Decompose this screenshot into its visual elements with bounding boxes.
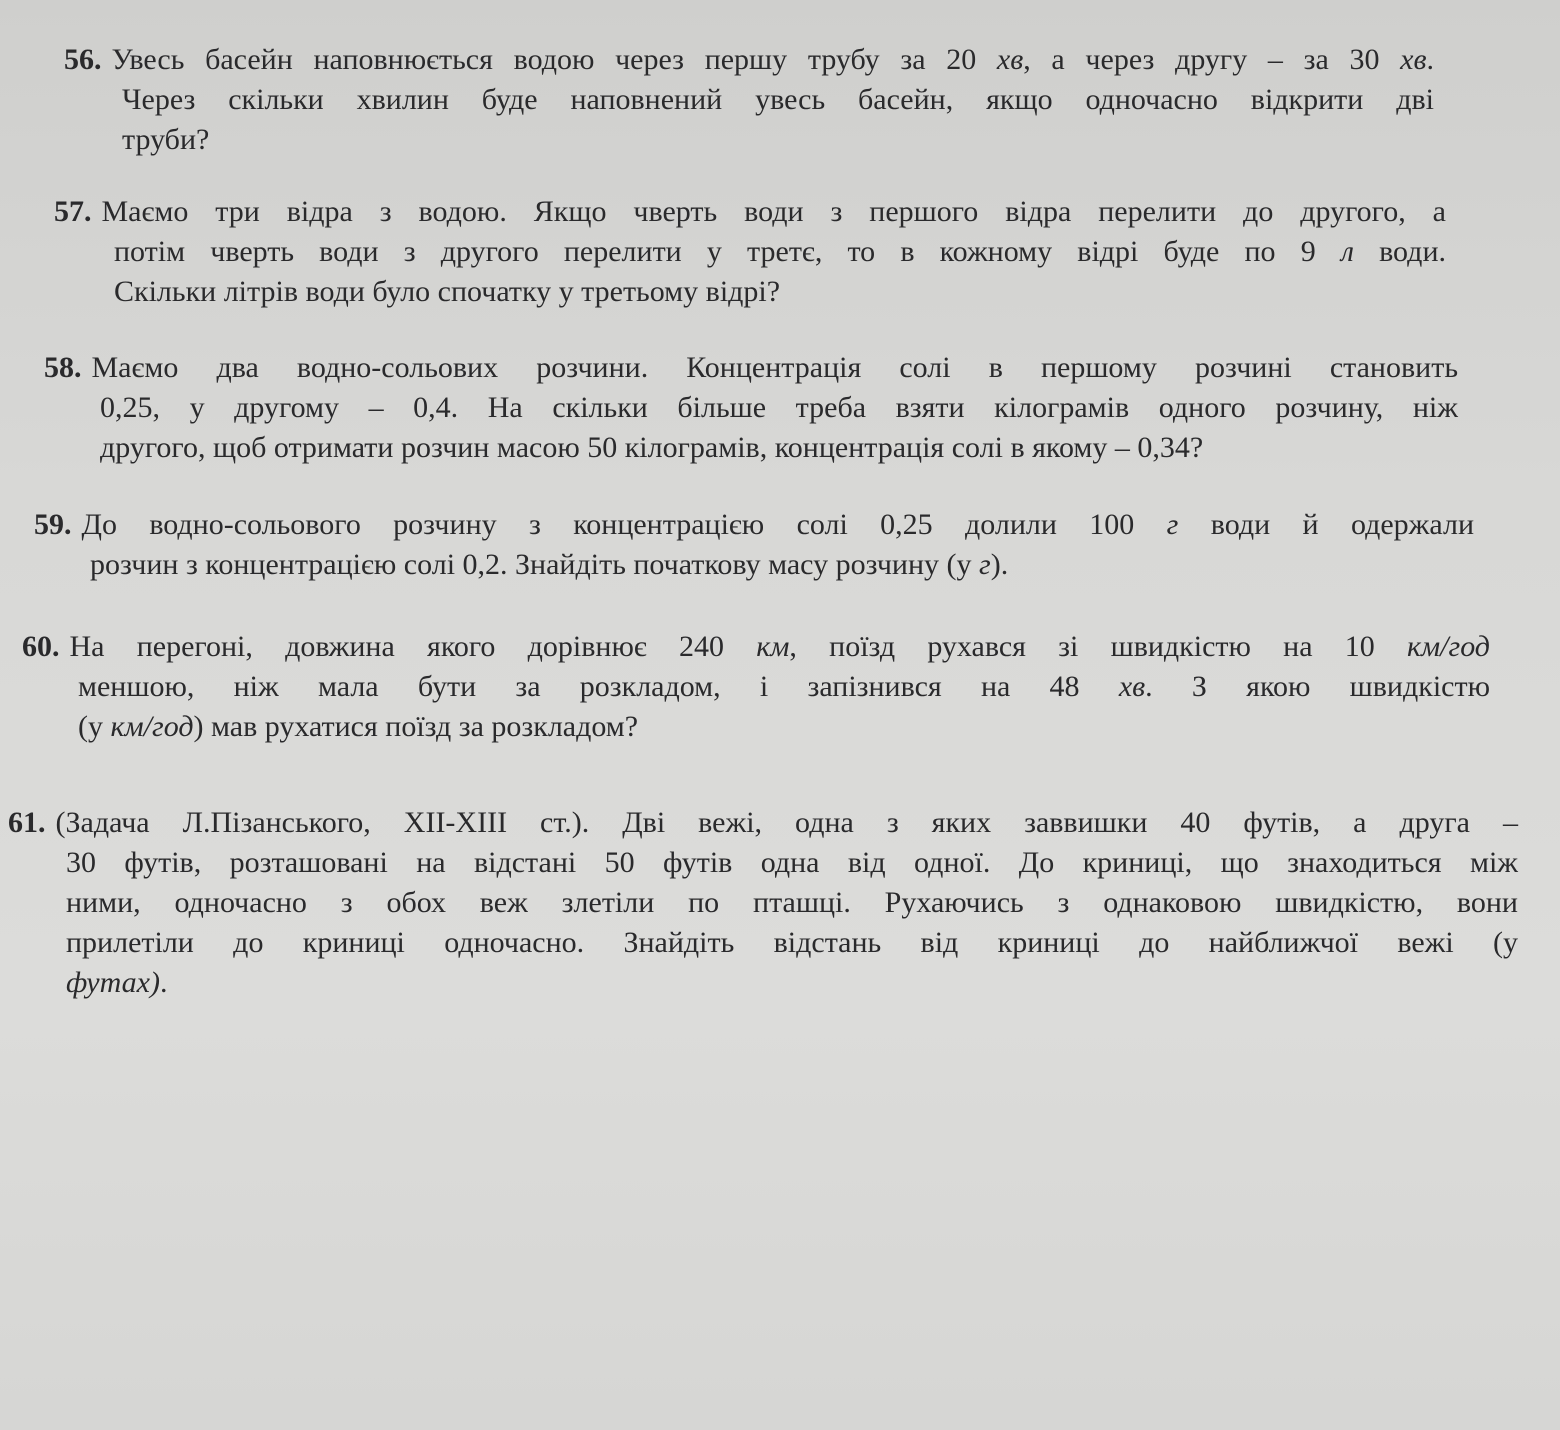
unit-minutes: хв: [1118, 670, 1146, 703]
problem-line: 61. (Задача Л.Пізанського, XII-XIII ст.). Дві вежі, одна з яких заввишки 40 футів, а друга –: [8, 806, 1518, 839]
problem-line: розчин з концентрацією солі 0,2. Знайдіть початкову масу розчину (у г).: [90, 548, 1009, 581]
unit-km-per-hour: км/год: [1406, 630, 1490, 663]
problem-line: (у км/год) мав рухатися поїзд за розкладом?: [78, 710, 639, 743]
problem-59: [34, 505, 1474, 585]
problem-line: ними, одночасно з обох веж злетіли по пташці. Рухаючись з однаковою швидкістю, вони: [66, 886, 1518, 919]
problem-line: 60. На перегоні, довжина якого дорівнює 240 км, поїзд рухався зі швидкістю на 10 км/год: [22, 630, 1490, 663]
unit-km-per-hour: км/год: [110, 710, 194, 743]
problem-line: 58. Маємо два водно-сольових розчини. Концентрація солі в першому розчині становить: [44, 351, 1458, 384]
problem-number: 61.: [8, 806, 46, 839]
problem-line: Скільки літрів води було спочатку у третьому відрі?: [114, 275, 781, 308]
problem-number: 56.: [64, 43, 102, 76]
problem-line: меншою, ніж мала бути за розкладом, і запізнився на 48 хв. З якою швидкістю: [78, 670, 1491, 703]
unit-grams: г: [1166, 508, 1179, 541]
problem-line: 59. До водно-сольового розчину з концентрацією солі 0,25 долили 100 г води й одержали: [34, 508, 1474, 541]
problem-line: 56. Увесь басейн наповнюється водою через першу трубу за 20 хв, а через другу – за 30 хв.: [64, 43, 1434, 76]
unit-liters: л: [1340, 235, 1354, 268]
unit-grams: г: [979, 548, 991, 581]
problem-line: Через скільки хвилин буде наповнений увесь басейн, якщо одночасно відкрити дві: [122, 83, 1434, 116]
problem-56: [64, 40, 1434, 160]
unit-minutes: хв: [996, 43, 1024, 76]
problem-number: 59.: [34, 508, 72, 541]
problem-line: 30 футів, розташовані на відстані 50 футів одна від одної. До криниці, що знаходиться між: [66, 846, 1518, 879]
problem-line: 0,25, у другому – 0,4. На скільки більше треба взяти кілограмів одного розчину, ніж: [100, 391, 1458, 424]
unit-feet: футах): [66, 966, 160, 999]
problem-61: [8, 803, 1518, 1003]
unit-km: км: [756, 630, 790, 663]
unit-minutes: хв: [1400, 43, 1427, 76]
problem-line: другого, щоб отримати розчин масою 50 кілограмів, концентрація солі в якому – 0,34?: [100, 431, 1204, 464]
problem-line: потім чверть води з другого перелити у третє, то в кожному відрі буде по 9 л води.: [114, 235, 1446, 268]
problem-line: прилетіли до криниці одночасно. Знайдіть відстань від криниці до найближчої вежі (у: [66, 926, 1518, 959]
problem-57: [54, 192, 1446, 312]
problem-60: [22, 627, 1490, 747]
problem-58: [44, 348, 1458, 468]
problem-number: 57.: [54, 195, 92, 228]
problem-line: 57. Маємо три відра з водою. Якщо чверть води з першого відра перелити до другого, а: [54, 195, 1446, 228]
problem-line: футах).: [66, 966, 168, 999]
problem-number: 60.: [22, 630, 60, 663]
problem-line: труби?: [122, 123, 210, 156]
problem-number: 58.: [44, 351, 82, 384]
